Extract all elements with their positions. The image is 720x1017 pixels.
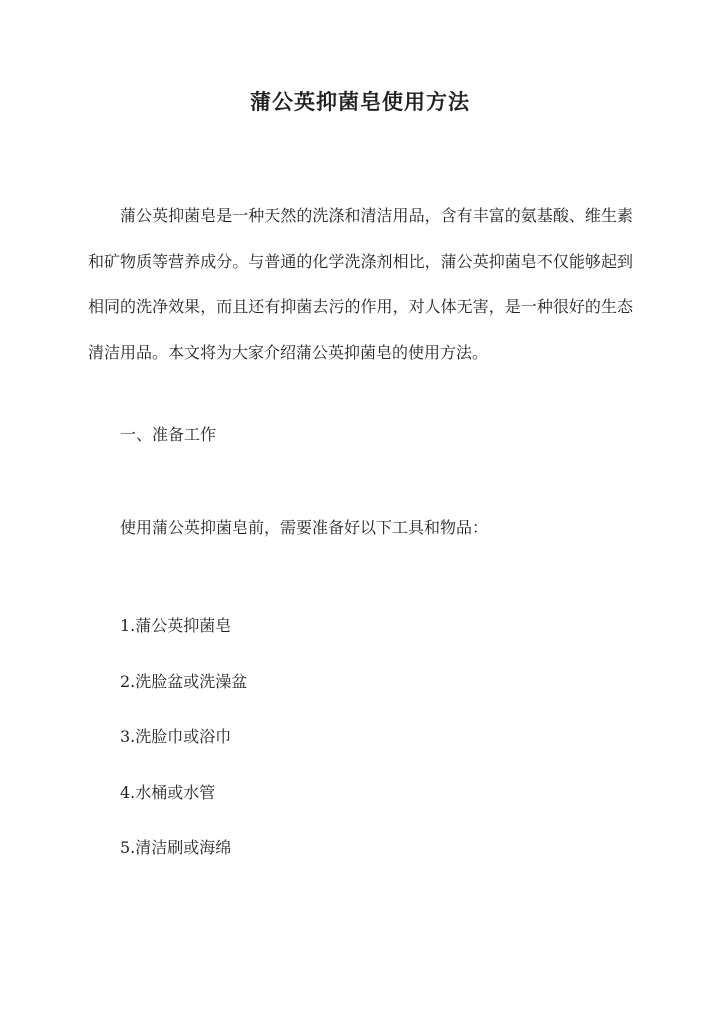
supplies-list — [120, 612, 247, 890]
page-title: 蒲公英抑菌皂使用方法 — [250, 89, 470, 114]
section-lead: 使用蒲公英抑菌皂前，需要准备好以下工具和物品： — [120, 518, 489, 537]
intro-paragraph: 蒲公英抑菌皂是一种天然的洗涤和清洁用品，含有丰富的氨基酸、维生素和矿物质等营养成分。与普通的化学洗涤剂相比，蒲公英抑菌皂不仅能够起到相同的洗净效果，而且还有抑菌去污的作用，对人体无害，是一种很好的生态清洁用品。本文将为大家介绍蒲公英抑菌皂的使用方法。 — [88, 206, 633, 362]
list-item: 4.水桶或水管 — [120, 782, 216, 802]
section-heading: 一、准备工作 — [120, 425, 217, 444]
list-item: 2.洗脸盆或洗澡盆 — [120, 671, 248, 691]
list-item: 3.洗脸巾或浴巾 — [120, 727, 232, 746]
list-item: 1.蒲公英抑菌皂 — [120, 616, 232, 635]
list-item: 5.清洁刷或海绵 — [120, 838, 232, 857]
